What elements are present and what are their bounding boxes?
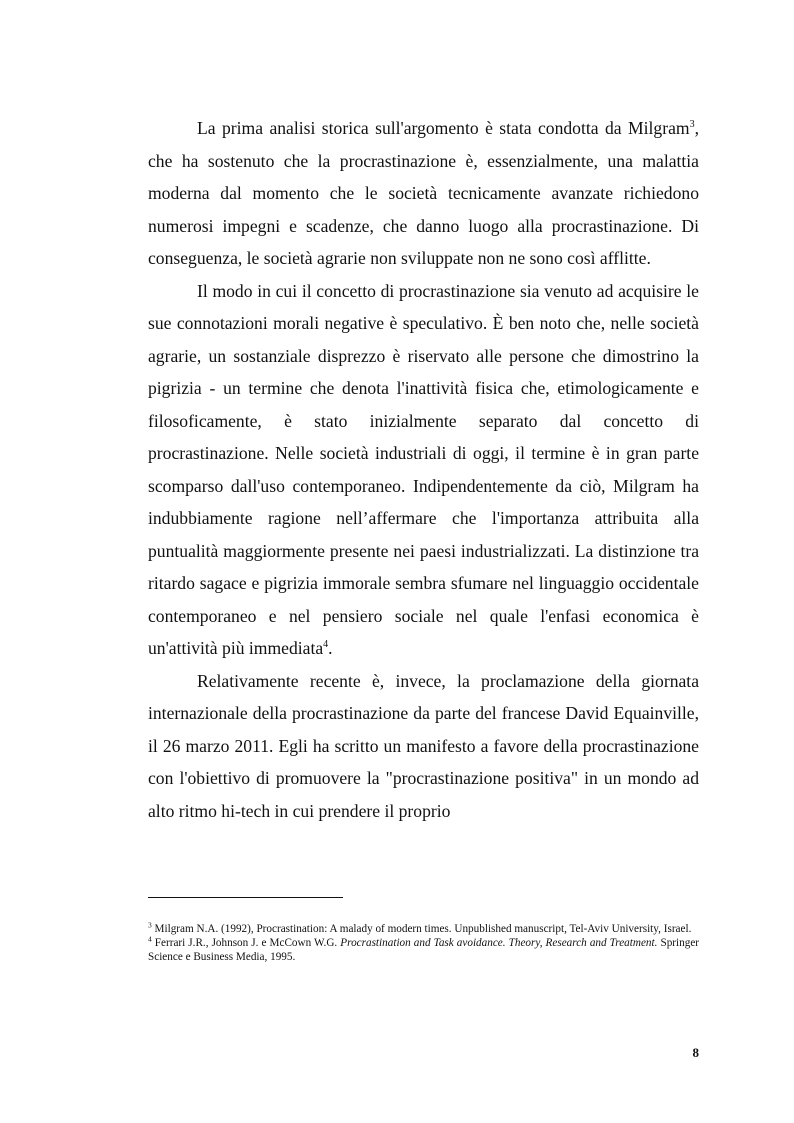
paragraph-3 xyxy=(148,665,699,828)
footnote-number-3: 3 xyxy=(148,920,152,930)
footnotes xyxy=(148,922,699,965)
paragraph-2-text-continued: . xyxy=(328,638,333,658)
body-text xyxy=(148,112,699,827)
footnote-4-text: Ferrari J.R., Johnson J. e McCown W.G. xyxy=(151,937,341,950)
paragraph-2 xyxy=(148,275,699,665)
footnote-ref-4: 4 xyxy=(323,639,329,651)
page-number: 8 xyxy=(692,1045,699,1060)
footnote-3 xyxy=(148,922,699,936)
paragraph-1 xyxy=(148,112,699,275)
footnote-4 xyxy=(148,936,699,964)
footnote-divider xyxy=(148,897,343,898)
footnote-ref-3: 3 xyxy=(689,119,695,131)
paragraph-1-text: La prima analisi storica sull'argomento è stata condotta da Milgram xyxy=(197,118,690,138)
paragraph-2-text: Il modo in cui il concetto di procrastinazione sia venuto ad acquisire le sue connotazioni morali negative è speculativo. È ben noto che, nelle società agrarie, un sostanziale disprezzo è riservato alle persone che dimostrino la pigrizia - un termine che denota l'inattività fisica che, etimologicamente e filosoficamente, è stato inizialmente separato dal concetto di procrastinazione. Nelle società industriali di oggi, il termine è in gran parte scomparso dall'uso contemporaneo. Indipendentemente da ciò, Milgram ha indubbiamente ragione nell’affermare che l'importanza attribuita alla puntualità maggiormente presente nei paesi industrializzati. La distinzione tra ritardo sagace e pigrizia immorale sembra sfumare nel linguaggio occidentale contemporaneo e nel pensiero sociale nel quale l'enfasi economica è un'attività più immediata xyxy=(148,280,699,658)
footnote-number-4: 4 xyxy=(148,934,152,944)
footnote-4-publisher: Springer Science e Business Media, 1995. xyxy=(148,937,700,964)
footnote-4-title: Procrastination and Task avoidance. Theory, Research and Treatment. xyxy=(340,937,658,950)
paragraph-1-text-continued: , che ha sostenuto che la procrastinazione è, essenzialmente, una malattia moderna dal momento che le società tecnicamente avanzate richiedono numerosi impegni e scadenze, che danno luogo alla procrastinazione. Di conseguenza, le società agrarie non sviluppate non ne sono così afflitte. xyxy=(148,118,699,268)
paragraph-3-text: Relativamente recente è, invece, la proclamazione della giornata internazionale della procrastinazione da parte del francese David Equainville, il 26 marzo 2011. Egli ha scritto un manifesto a favore della procrastinazione con l'obiettivo di promuovere la "procrastinazione positiva" in un mondo ad alto ritmo hi-tech in cui prendere il proprio xyxy=(148,670,699,821)
footnote-3-text: Milgram N.A. (1992), Procrastination: A malady of modern times. Unpublished manuscript, Tel-Aviv University, Israel. xyxy=(151,923,692,935)
